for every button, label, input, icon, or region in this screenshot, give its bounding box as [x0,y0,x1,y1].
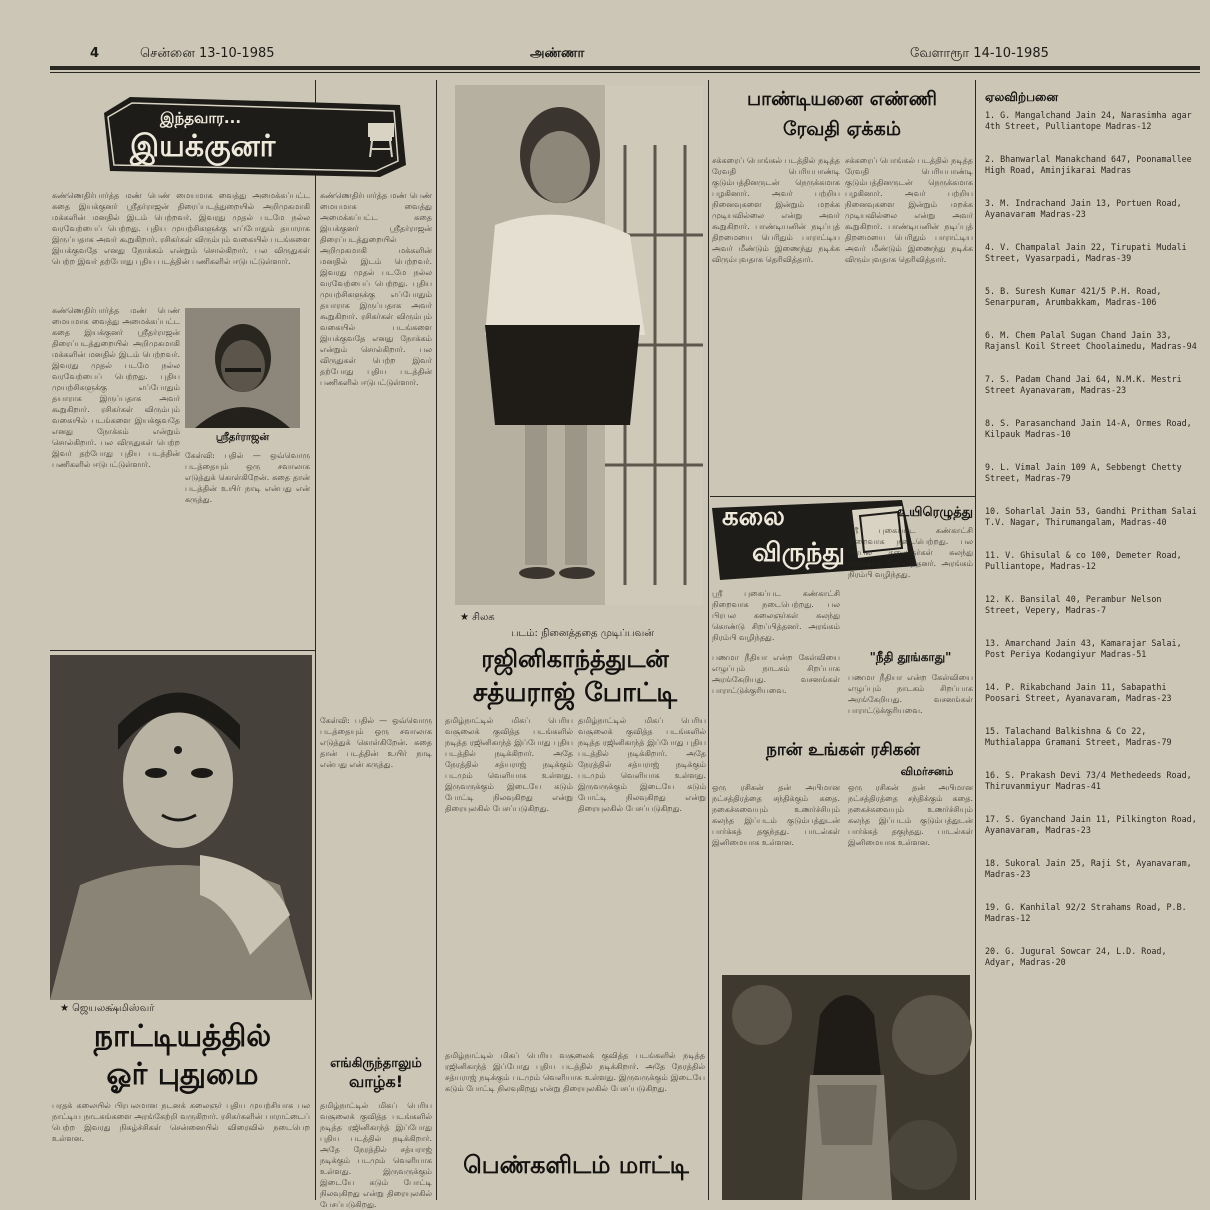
column-rule [708,80,709,1200]
kalai-section-1-text: ஸ்ரீ புகைப்பட கண்காட்சி நிறைவாக நடைபெற்றது. பல பிரபல கலைஞர்கள் கலந்து கொண்டு சிறப்பித்தனர். அரங்கம் நிரம்பி வழிந்தது. [848,526,973,579]
masthead-title: அண்ணா [530,46,585,61]
dancer-photo-caption: ★ ஜெயலக்ஷ்மிஸ்வர் [60,1003,155,1014]
actress-photo-image [455,85,703,605]
pandiyan-headline-2: ரேவதி ஏக்கம் [782,118,902,140]
auction-entry: 20. G. Jugural Sowcar 24, L.D. Road, Adyar, Madras-20 [985,946,1167,967]
kalai-banner-1: கலை [722,502,785,532]
rajini-article-tail: தமிழ்நாட்டில் மிகப் பெரிய வசூலைக் குவித்த படங்களில் நடித்த ரஜினிகாந்த் இப்போது புதிய படத்தில் நடிக்கிறார். அதே நேரத்தில் சத்யராஜ் நடிக்கும் படமும் வெளியாக உள்ளது. இருவருக்கும் இடையே கடும் போட்டி நிலவுகிறது என்று திரையுலகில் பேசப்படுகிறது. [445,1051,705,1093]
auction-list [985,110,1197,1200]
masthead [80,40,1210,66]
auction-entry: 3. M. Indrachand Jain 13, Portuen Road, Ayanavaram Madras-23 [985,198,1182,219]
auction-entry: 6. M. Chem Palal Sugan Chand Jain 33, Rajansl Koil Street Choolaimedu, Madras-94 [985,330,1197,351]
pandiyan-article-col-2: சக்கரைப் பொங்கல் படத்தில் நடித்த ரேவதி பெரியபாண்டி குடும்பத்தினருடன் நெருக்கமாக பழகினார். அவர் பற்றிய நினைவுகளை இன்றும் மறக்க முடியவில்லை என்று அவர் கூறுகிறார். பாண்டியனின் நடிப்புத் திறமையை பெரிதும் பாராட்டிய அவர் மீண்டும் இணைந்து நடிக்க விரும்புவதாக தெரிவித்தார். [845,156,973,264]
masthead-right-date: வேளாரூா 14-10-1985 [910,46,1049,61]
auction-entry: 2. Bhanwarlal Manakchand 647, Poonamallee High Road, Aminjikarai Madras [985,154,1192,175]
second-actress-photo [722,975,970,1200]
director-portrait-caption: ஸ்ரீதர்ராஜன் [215,432,270,443]
director-portrait [185,308,300,428]
auction-entry: 12. K. Bansilal 40, Perambur Nelson Street, Vepery, Madras-7 [985,594,1162,615]
rajini-headline-1: ரஜினிகாந்த்துடன் [481,645,669,673]
bottom-headline: பெண்களிடம் மாட்டி [463,1151,689,1179]
auction-entry: 17. S. Gyanchand Jain 11, Pilkington Road, Ayanavaram, Madras-23 [985,814,1197,835]
masthead-left-date: சென்னை 13-10-1985 [140,46,275,61]
rajini-headline-2: சத்யராஜ் போட்டி [472,678,678,708]
dance-headline-1: நாட்டியத்தில் [93,1019,272,1054]
pandiyan-article-col-1: சக்கரைப் பொங்கல் படத்தில் நடித்த ரேவதி பெரியபாண்டி குடும்பத்தினருடன் நெருக்கமாக பழகினார். அவர் பற்றிய நினைவுகளை இன்றும் மறக்க முடியவில்லை என்று அவர் கூறுகிறார். பாண்டியனின் நடிப்புத் திறமையை பெரிதும் பாராட்டிய அவர் மீண்டும் இணைந்து நடிக்க விரும்புவதாக தெரிவித்தார். [712,156,840,264]
pandiyan-headline-1: பாண்டியனை எண்ணி [747,88,937,110]
section-rule [710,496,975,497]
second-actress-photo-image [722,975,970,1200]
dancer-photo-image [50,655,312,1000]
director-banner-main: இயக்குனர் [130,129,276,164]
director-article-col-1: கண்ணெதிர்பார்த்த மண் பெண் மையமாக வைத்து அமைக்கப்பட்ட கதை இயக்குனர் ஸ்ரீதர்ராஜன் திரைப்படத்துறையில் அறிமுகமாகி மக்களின் மனதில் இடம் பெற்றவர். இவரது முதல் படமே நல்ல வரவேற்பைப் பெற்றது. புதிய முயற்சிகளுக்கு எப்போதும் தயாராக இருப்பதாக அவர் கூறுகிறார். ரசிகர்கள் விரும்பும் வகையில் படங்களை இயக்குவதே எனது நோக்கம் என்றும் சொல்கிறார். பல விருதுகள் பெற்ற இவர் தற்போது புதிய படத்தின் பணிகளில் ஈடுபட்டுள்ளார். [52,306,180,469]
sub-headline-1: எங்கிருந்தாலும் [330,1056,422,1071]
dance-headline-2: ஓர் புதுமை [106,1057,259,1092]
sub-article-text: தமிழ்நாட்டில் மிகப் பெரிய வசூலைக் குவித்த படங்களில் நடித்த ரஜினிகாந்த் இப்போது புதிய படத்தில் நடிக்கிறார். அதே நேரத்தில் சத்யராஜ் நடிக்கும் படமும் வெளியாக உள்ளது. இருவருக்கும் இடையே கடும் போட்டி நிலவுகிறது என்று திரையுலகில் பேசப்படுகிறது. [320,1101,432,1209]
page-number: 4 [90,46,100,61]
dance-article-text: பரதக் கலையில் பிரபலமான நடனக் கலைஞர் புதிய முயற்சியாக பல நாட்டிய நாடகங்களை அரங்கேற்றி வருகிறார். ரசிகர்களின் பாராட்டைப் பெற்ற இவரது நிகழ்ச்சிகள் சென்னையில் விரைவில் நடைபெற உள்ளன. [52,1101,310,1143]
auction-entry: 9. L. Vimal Jain 109 A, Sebbengt Chetty Street, Madras-79 [985,462,1182,483]
dancer-photo [50,655,312,1000]
auction-entry: 8. S. Parasanchand Jain 14-A, Ormes Road, Kilpauk Madras-10 [985,418,1192,439]
auction-entry: 14. P. Rikabchand Jain 11, Sabapathi Poosari Street, Ayanavaram, Madras-23 [985,682,1172,703]
auction-entry: 18. Sukoral Jain 25, Raji St, Ayanavaram, Madras-23 [985,858,1192,879]
auction-entry: 10. Soharlal Jain 53, Gandhi Pritham Salai T.V. Nagar, Thirumangalam, Madras-40 [985,506,1197,527]
auction-entry: 13. Amarchand Jain 43, Kamarajar Salai, Post Periya Kodangiyur Madras-51 [985,638,1182,659]
kalai-section-2-col-1: பணமா நீதியா என்ற கேள்வியை எழுப்பும் நாடகம் சிறப்பாக அரங்கேறியது. வசனங்கள் பாராட்டுக்குரியவை. [712,653,840,695]
auction-entry: 1. G. Mangalchand Jain 24, Narasimha agar 4th Street, Pulliantope Madras-12 [985,110,1192,131]
director-article-col-3: கண்ணெதிர்பார்த்த மண் பெண் மையமாக வைத்து அமைக்கப்பட்ட கதை இயக்குனர் ஸ்ரீதர்ராஜன் திரைப்படத்துறையில் அறிமுகமாகி மக்களின் மனதில் இடம் பெற்றவர். இவரது முதல் படமே நல்ல வரவேற்பைப் பெற்றது. புதிய முயற்சிகளுக்கு எப்போதும் தயாராக இருப்பதாக அவர் கூறுகிறார். ரசிகர்கள் விரும்பும் வகையில் படங்களை இயக்குவதே எனது நோக்கம் என்றும் சொல்கிறார். பல விருதுகள் பெற்ற இவர் தற்போது புதிய படத்தின் பணிகளில் ஈடுபட்டுள்ளார். [320,191,432,387]
kalai-section-1-title: உயிரெழுத்து [897,505,973,520]
director-banner-top: இந்தவார... [160,109,242,127]
auction-entry: 16. S. Prakash Devi 73/4 Methedeeds Road, Thiruvanmiyur Madras-41 [985,770,1192,791]
sub-headline-2: வாழ்க! [348,1072,404,1091]
auction-entry: 15. Talachand Balkishna & Co 22, Muthialappa Gramani Street, Madras-79 [985,726,1172,747]
director-banner [100,95,410,180]
kalai-banner-2: விருந்து [752,538,845,568]
column-rule [436,80,437,1200]
kalai-intro-text: ஸ்ரீ புகைப்பட கண்காட்சி நிறைவாக நடைபெற்றது. பல பிரபல கலைஞர்கள் கலந்து கொண்டு சிறப்பித்தனர். அரங்கம் நிரம்பி வழிந்தது. [712,589,840,642]
director-portrait-image [185,308,300,428]
auction-entry: 5. B. Suresh Kumar 421/5 P.H. Road, Senarpuram, Arumbakkam, Madras-106 [985,286,1162,307]
auction-entry: 4. V. Champalal Jain 22, Tirupati Mudali Street, Vyasarpadi, Madras-39 [985,242,1187,263]
auction-entry: 19. G. Kanhilal 92/2 Strahams Road, P.B. Madras-12 [985,902,1187,923]
director-article-col-2: கேள்வி: பதில் — ஒவ்வொரு படத்தையும் ஒரு சவாலாக எடுத்துக் கொள்கிறேன். கதை தான் படத்தின் உயிர் நாடி என்பது என் கருத்து. [185,451,310,504]
column-rule [975,80,976,1200]
section-rule [50,650,315,651]
film-caption: படம்: நினைத்ததை முடிப்பவன் [511,628,654,639]
auction-title: ஏலவிற்பனை [985,90,1059,104]
actress-photo-caption: ★ சிலக [460,612,495,623]
kalai-section-3-col-1: ஒரு ரசிகன் தன் அபிமான நட்சத்திரத்தை சந்திக்கும் கதை. நகைச்சுவையும் உணர்ச்சியும் கலந்த இப்படம் குடும்பத்துடன் பார்க்கத் தகுந்தது. பாடல்கள் இனிமையாக உள்ளன. [712,783,840,847]
rajini-article-col-2: தமிழ்நாட்டில் மிகப் பெரிய வசூலைக் குவித்த படங்களில் நடித்த ரஜினிகாந்த் இப்போது புதிய படத்தில் நடிக்கிறார். அதே நேரத்தில் சத்யராஜ் நடிக்கும் படமும் வெளியாக உள்ளது. இருவருக்கும் இடையே கடும் போட்டி நிலவுகிறது என்று திரையுலகில் பேசப்படுகிறது. [578,716,706,813]
kalai-section-3-title: நான் உங்கள் ரசிகன் [765,740,921,760]
auction-entry: 11. V. Ghisulal & co 100, Demeter Road, Pulliantope, Madras-12 [985,550,1182,571]
top-rule [50,66,1200,70]
auction-entry: 7. S. Padam Chand Jai 64, N.M.K. Mestri Street Ayanavaram, Madras-23 [985,374,1182,395]
top-rule-thin [50,72,1200,73]
rajini-article-col-1: தமிழ்நாட்டில் மிகப் பெரிய வசூலைக் குவித்த படங்களில் நடித்த ரஜினிகாந்த் இப்போது புதிய படத்தில் நடிக்கிறார். அதே நேரத்தில் சத்யராஜ் நடிக்கும் படமும் வெளியாக உள்ளது. இருவருக்கும் இடையே கடும் போட்டி நிலவுகிறது என்று திரையுலகில் பேசப்படுகிறது. [445,716,573,813]
kalai-section-2-title: "நீதி தூங்காது" [869,650,952,664]
kalai-section-2-text: பணமா நீதியா என்ற கேள்வியை எழுப்பும் நாடகம் சிறப்பாக அரங்கேறியது. வசனங்கள் பாராட்டுக்குரியவை. [848,673,973,715]
kalai-section-3-col-2: ஒரு ரசிகன் தன் அபிமான நட்சத்திரத்தை சந்திக்கும் கதை. நகைச்சுவையும் உணர்ச்சியும் கலந்த இப்படம் குடும்பத்துடன் பார்க்கத் தகுந்தது. பாடல்கள் இனிமையாக உள்ளன. [848,783,973,847]
director-article-col-4: கேள்வி: பதில் — ஒவ்வொரு படத்தையும் ஒரு சவாலாக எடுத்துக் கொள்கிறேன். கதை தான் படத்தின் உயிர் நாடி என்பது என் கருத்து. [320,716,432,769]
actress-photo [455,85,703,605]
kalai-section-3-sub: விமர்சனம் [900,765,954,778]
column-rule [315,80,316,1200]
director-intro-text: கண்ணெதிர்பார்த்த மண் பெண் மையமாக வைத்து அமைக்கப்பட்ட கதை இயக்குனர் ஸ்ரீதர்ராஜன் திரைப்படத்துறையில் அறிமுகமாகி மக்களின் மனதில் இடம் பெற்றவர். இவரது முதல் படமே நல்ல வரவேற்பைப் பெற்றது. புதிய முயற்சிகளுக்கு எப்போதும் தயாராக இருப்பதாக அவர் கூறுகிறார். ரசிகர்கள் விரும்பும் வகையில் படங்களை இயக்குவதே எனது நோக்கம் என்றும் சொல்கிறார். பல விருதுகள் பெற்ற இவர் தற்போது புதிய படத்தின் பணிகளில் ஈடுபட்டுள்ளார். [52,191,310,266]
